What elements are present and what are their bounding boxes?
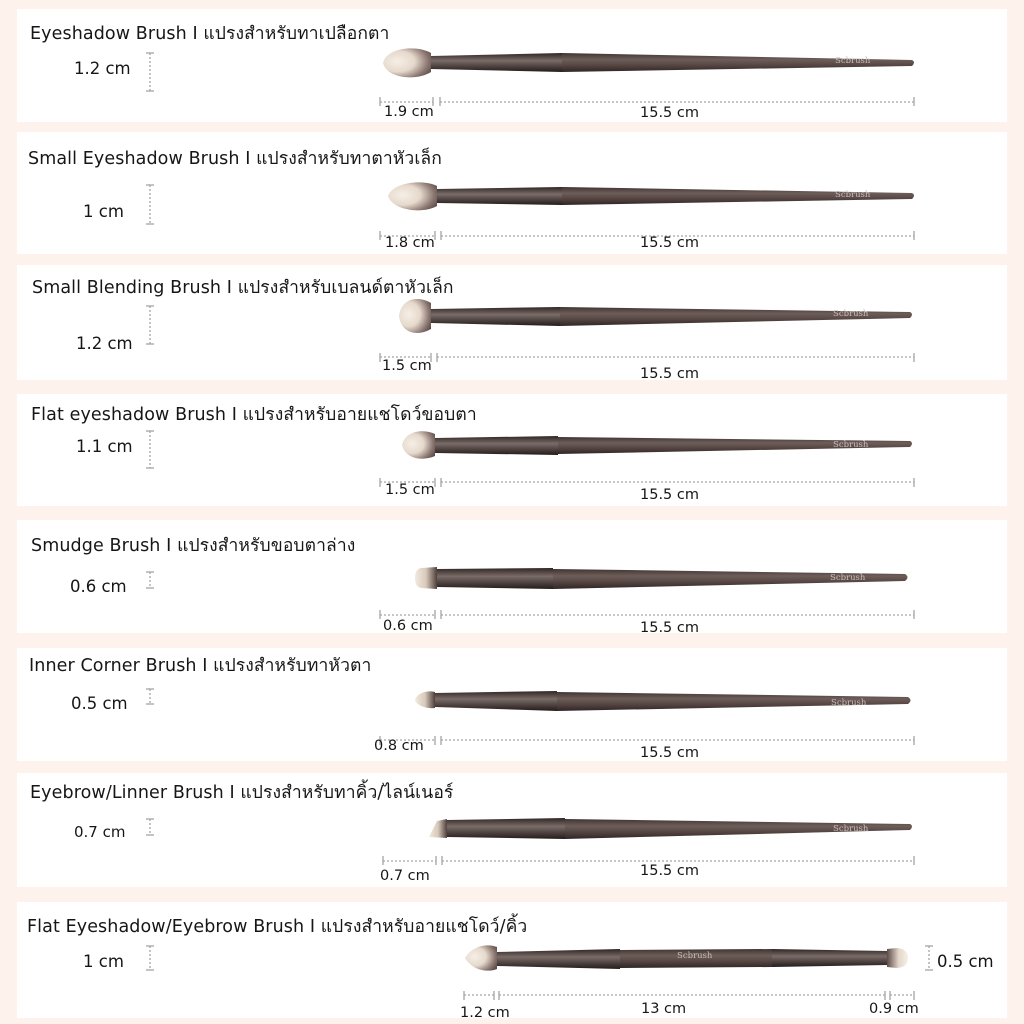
bristle-length-label: 1.9 cm — [384, 104, 434, 120]
brush-title: Flat eyeshadow Brush I แปรงสำหรับอายแชโดว์ขอบตา — [31, 405, 477, 425]
bristle-length-label: 1.2 cm — [460, 1005, 510, 1021]
bristle-length-label: 1.5 cm — [385, 482, 435, 498]
brush-title: Eyebrow/Linner Brush I แปรงสำหรับทาคิ้ว/ไลน์เนอร์ — [30, 783, 454, 803]
head-size-label: 1.2 cm — [74, 59, 131, 78]
handle-length-label: 15.5 cm — [640, 105, 699, 121]
brush-illustration — [17, 132, 1007, 254]
brush-illustration — [17, 773, 1007, 887]
head-size-label: 1.1 cm — [76, 437, 133, 456]
brush-illustration — [17, 520, 1007, 633]
brand-label: Scbrush — [831, 698, 867, 708]
brush-title: Eyeshadow Brush I แปรงสำหรับทาเปลือกตา — [30, 24, 390, 44]
bristle-length-label: 0.8 cm — [374, 738, 424, 754]
handle-length-label: 15.5 cm — [640, 366, 699, 382]
brand-label: Scbrush — [677, 951, 713, 961]
brush-illustration — [17, 648, 1007, 761]
bristle-length-label: 1.5 cm — [382, 358, 432, 374]
bristle-length-label: 0.7 cm — [380, 868, 430, 884]
head-size-label: 1 cm — [83, 202, 124, 221]
brush-bristles — [383, 48, 431, 77]
brush-card-flat-eyeshadow — [17, 394, 1007, 506]
head-size-label: 0.6 cm — [70, 577, 127, 596]
handle-length-label: 15.5 cm — [640, 863, 699, 879]
brush-title: Inner Corner Brush I แปรงสำหรับทาหัวตา — [29, 656, 372, 676]
brush-title: Small Eyeshadow Brush I แปรงสำหรับทาตาหัวเล็ก — [28, 149, 442, 169]
head-size-label: 0.5 cm — [71, 694, 128, 713]
brand-label: Scbrush — [830, 573, 866, 583]
bristle-length-right-label: 0.9 cm — [869, 1001, 919, 1017]
handle-length-label: 13 cm — [641, 1001, 687, 1017]
brush-title: Smudge Brush I แปรงสำหรับขอบตาล่าง — [31, 536, 356, 556]
head-size-label: 1.2 cm — [76, 334, 133, 353]
bristle-length-label: 0.6 cm — [383, 618, 433, 634]
handle-length-label: 15.5 cm — [640, 235, 699, 251]
head-size-right-label: 0.5 cm — [937, 952, 994, 971]
brush-illustration — [17, 265, 1007, 380]
brush-card-eyebrow-liner — [17, 773, 1007, 887]
brand-label: Scbrush — [833, 440, 869, 450]
brush-illustration — [17, 9, 1007, 122]
brush-card-small-blending — [17, 265, 1007, 380]
brush-card-inner-corner — [17, 648, 1007, 761]
brand-label: Scbrush — [833, 309, 869, 319]
brand-label: Scbrush — [835, 56, 871, 66]
head-size-dimension — [146, 53, 154, 91]
handle-length-label: 15.5 cm — [640, 620, 699, 636]
brand-label: Scbrush — [835, 190, 871, 200]
brush-illustration — [17, 394, 1007, 506]
bristle-length-label: 1.8 cm — [385, 235, 435, 251]
handle-length-label: 15.5 cm — [640, 487, 699, 503]
brush-card-smudge — [17, 520, 1007, 636]
brush-card-eyeshadow — [17, 9, 1007, 122]
handle-length-label: 15.5 cm — [640, 745, 699, 761]
head-size-label: 0.7 cm — [74, 823, 126, 841]
brush-card-dual-flat — [17, 902, 1007, 1021]
brush-ferrule — [431, 53, 562, 72]
brush-title: Small Blending Brush I แปรงสำหรับเบลนด์ตาหัวเล็ก — [32, 278, 454, 298]
brush-card-small-eyeshadow — [17, 132, 1007, 254]
brush-illustration — [17, 902, 1007, 1018]
brush-title: Flat Eyeshadow/Eyebrow Brush I แปรงสำหรับอายแชโดว์/คิ้ว — [27, 917, 528, 937]
brand-label: Scbrush — [833, 824, 869, 834]
head-size-label: 1 cm — [83, 952, 124, 971]
